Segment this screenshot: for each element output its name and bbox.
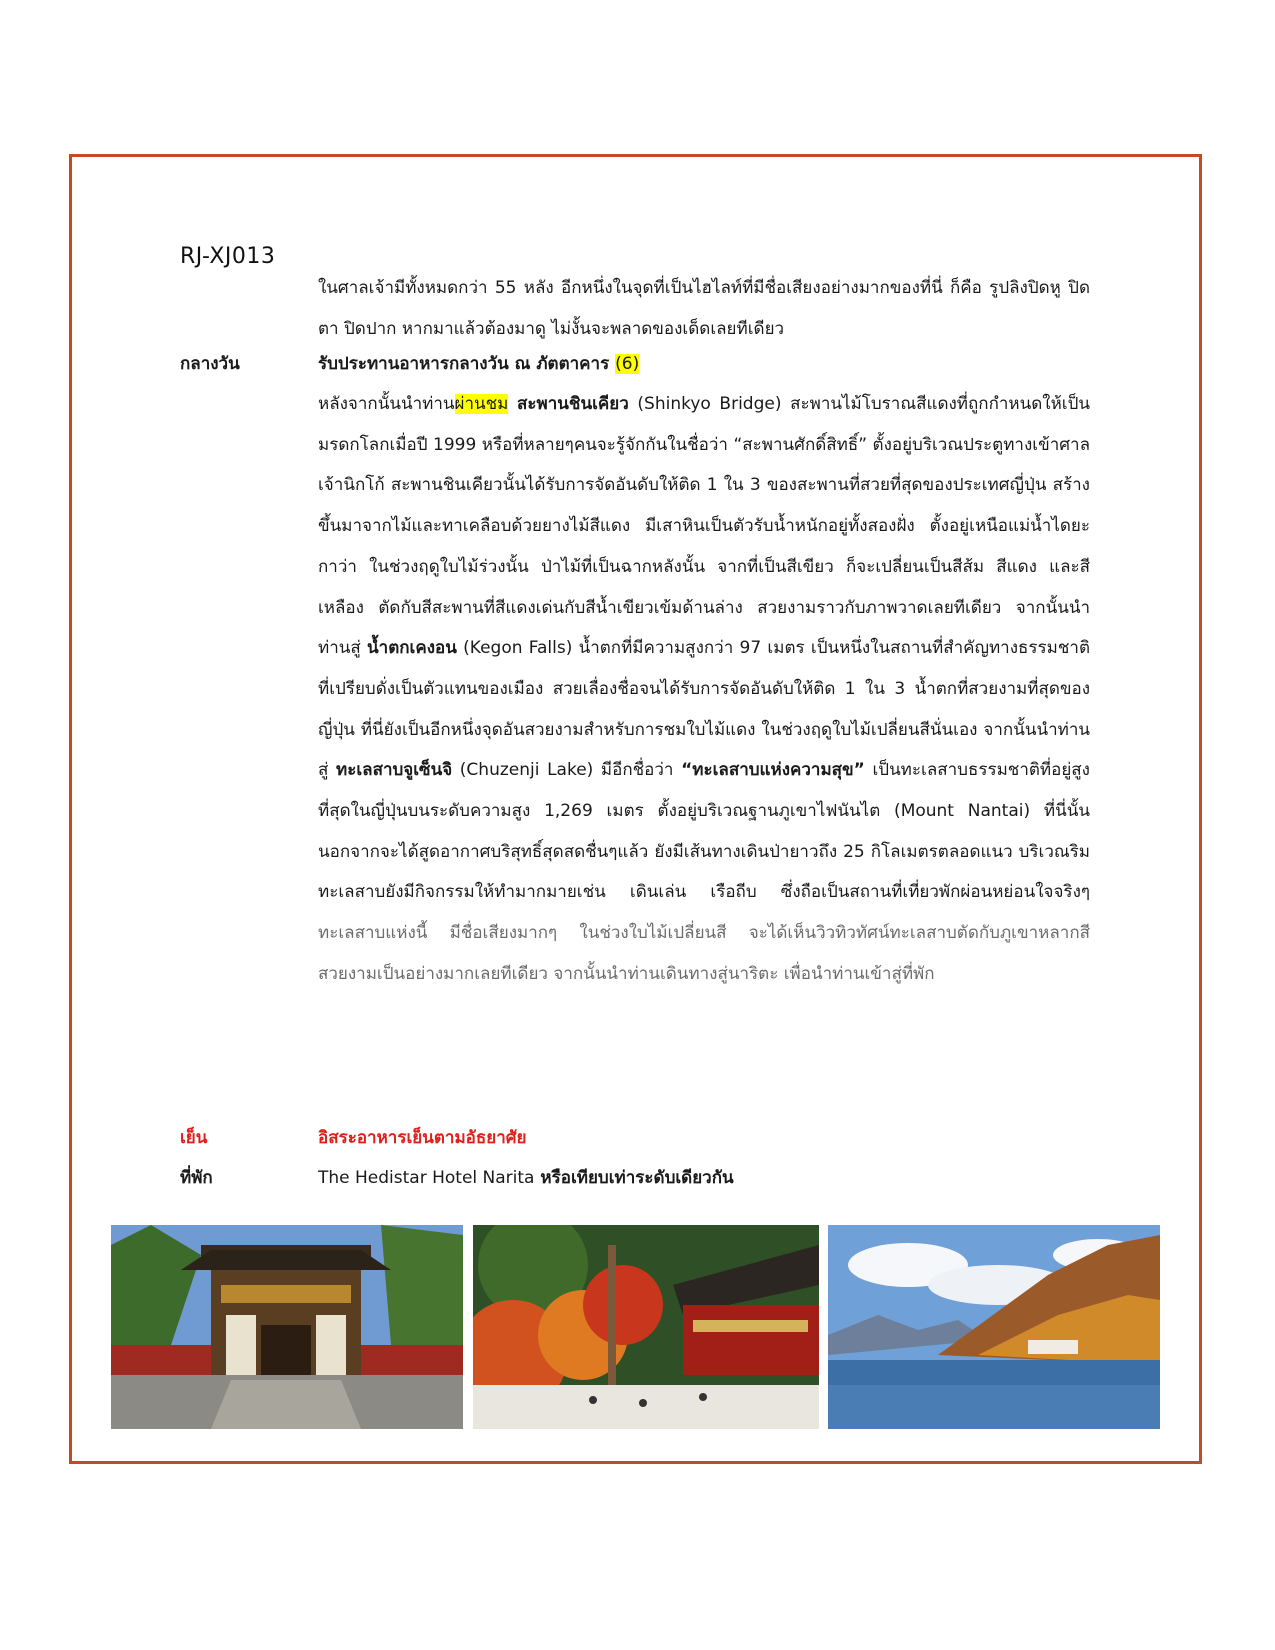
lunch-heading-text: รับประทานอาหารกลางวัน ณ ภัตตาคาร: [318, 354, 610, 374]
highlight-pass: ผ่านชม: [454, 394, 509, 414]
p-part-4: เป็นทะเลสาบธรรมชาติที่อยู่สูงที่สุดในญี่ปุ่นบนระดับความสูง 1,269 เมตร ตั้งอยู่บริเวณฐานภูเขาไฟนันไต (Mount Nantai) ที่นี่นั้นนอกจากจะได้สูดอากาศบริสุทธิ์สุดสดชื่นๆแล้ว ยังมีเส้นทางเดินป่ายาวถึง 25 กิโลเมตรตลอดแนว บริเวณริมทะเลสาบยังมีกิจกรรมให้ทำมากมายเช่น เดินเล่น เรือถีบ ซึ่งถือเป็นสถานที่เที่ยวพักผ่อนหย่อนใจจริงๆ: [318, 760, 1090, 903]
document-code: RJ-XJ013: [180, 244, 276, 269]
ornate-gate-photo: [111, 1225, 463, 1429]
lake-alias: “ทะเลสาบแห่งความสุข”: [681, 760, 865, 781]
lake-name: ทะเลสาบจูเซ็นจิ: [336, 760, 453, 781]
hotel-label: ที่พัก: [180, 1168, 213, 1188]
p-start: หลังจากนั้นนำท่าน: [318, 394, 455, 414]
intro-paragraph: ในศาลเจ้ามีทั้งหมดกว่า 55 หลัง อีกหนึ่งในจุดที่เป็นไฮไลท์ที่มีชื่อเสียงอย่างมากของที่นี่ ก็คือ รูปลิงปิดหู ปิดตา ปิดปาก หากมาแล้วต้องมาดู ไม่งั้นจะพลาดของเด็ดเลยทีเดียว: [318, 278, 1090, 339]
p-part-5: ทะเลสาบแห่งนี้ มีชื่อเสียงมากๆ ในช่วงใบไม้เปลี่ยนสี จะได้เห็นวิวทิวทัศน์ทะเลสาบตัดกับภูเขาหลากสีสวยงามเป็นอย่างมากเลยทีเดียว จากนั้นนำท่านเดินทางสู่นาริตะ เพื่อนำท่านเข้าสู่ที่พัก: [318, 923, 1090, 984]
lunch-paragraph: [318, 384, 1090, 995]
lunch-heading: [318, 345, 639, 383]
autumn-shrine-photo: [473, 1225, 819, 1429]
falls-name: น้ำตกเคงอน: [367, 638, 457, 659]
lake-mountain-photo: [828, 1225, 1160, 1429]
p-part-1: (Shinkyo Bridge) สะพานไม้โบราณสีแดงที่ถูกกำหนดให้เป็นมรดกโลกเมื่อปี 1999 หรือที่หลายๆคนจะรู้จักกันในชื่อว่า “สะพานศักดิ์สิทธิ์” ตั้งอยู่บริเวณประตูทางเข้าศาลเจ้านิกโก้ สะพานชินเคียวนั้นได้รับการจัดอันดับให้ติด 1 ใน 3 ของสะพานที่สวยที่สุดของประเทศญี่ปุ่น สร้างขึ้นมาจากไม้และทาเคลือบด้วยยางไม้สีแดง มีเสาหินเป็นตัวรับน้ำหนักอยู่ทั้งสองฝั่ง ตั้งอยู่เหนือแม่น้ำไดยะกาว่า ในช่วงฤดูใบไม้ร่วงนั้น ป่าไม้ที่เป็นฉากหลังนั้น จากที่เป็นสีเขียว ก็จะเปลี่ยนเป็นสีส้ม สีแดง และสีเหลือง ตัดกับสีสะพานที่สีแดงเด่นกับสีน้ำเขียวเข้มด้านล่าง สวยงามราวกับภาพวาดเลยทีเดียว จากนั้นนำท่านสู่: [318, 394, 1091, 659]
hotel-name: The Hedistar Hotel Narita: [318, 1168, 535, 1188]
p-part-2: (Kegon Falls) น้ำตกที่มีความสูงกว่า 97 เมตร เป็นหนึ่งในสถานที่สำคัญทางธรรมชาติที่เปรียบดั่งเป็นตัวแทนของเมือง สวยเลื่องชื่อจนได้รับการจัดอันดับให้ติด 1 ใน 3 น้ำตกที่สวยงามที่สุดของญี่ปุ่น ที่นี่ยังเป็นอีกหนึ่งจุดอันสวยงามสำหรับการชมใบไม้แดง ในช่วงฤดูใบไม้เปลี่ยนสีนั่นเอง จากนั้นนำท่านสู่: [318, 638, 1090, 781]
dinner-text: อิสระอาหารเย็นตามอัธยาศัย: [318, 1128, 527, 1148]
bridge-name: สะพานชินเคียว: [517, 394, 629, 414]
lunch-label: กลางวัน: [180, 354, 240, 374]
hotel-line: [318, 1159, 734, 1197]
lunch-heading-ref: (6): [615, 354, 640, 374]
dinner-label: เย็น: [180, 1128, 208, 1148]
p-part-3: (Chuzenji Lake) มีอีกชื่อว่า: [452, 760, 682, 781]
hotel-suffix: หรือเทียบเท่าระดับเดียวกัน: [534, 1168, 734, 1188]
